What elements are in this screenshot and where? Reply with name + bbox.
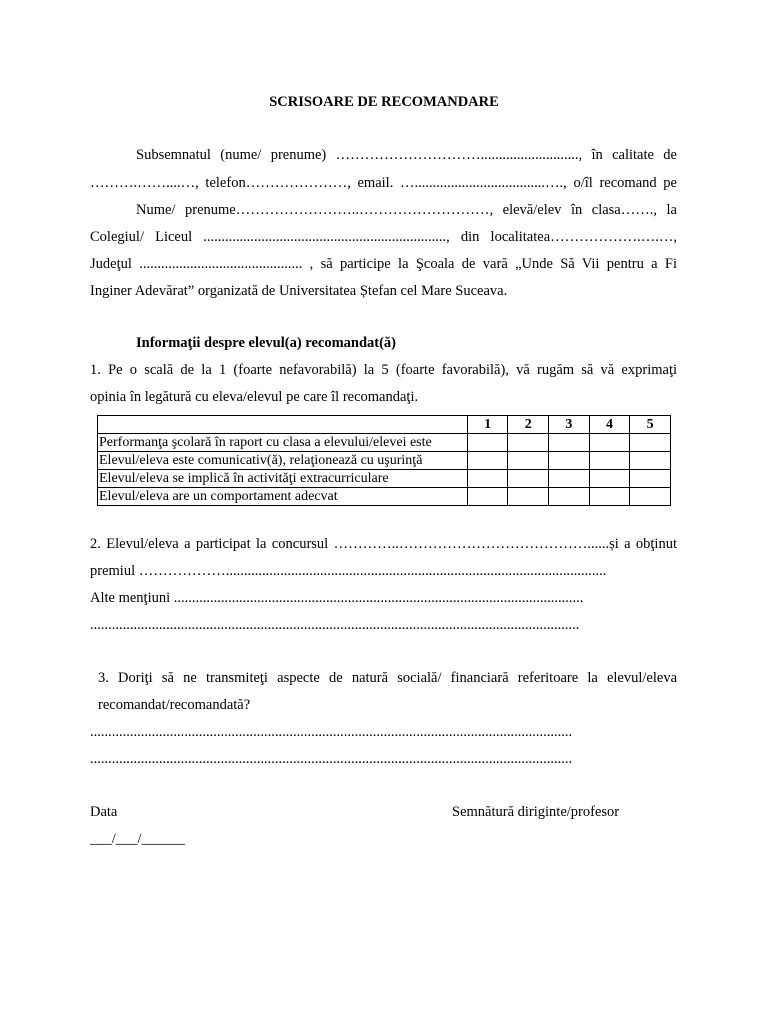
rating-cell[interactable] bbox=[549, 452, 590, 470]
rating-cell[interactable] bbox=[508, 488, 549, 506]
rating-cell[interactable] bbox=[630, 434, 671, 452]
criterion-label: Elevul/eleva se implică în activităţi extracurriculare bbox=[98, 470, 468, 488]
rating-cell[interactable] bbox=[630, 452, 671, 470]
signature-label: Semnătură diriginte/profesor bbox=[452, 804, 620, 820]
intro-line-1: Subsemnatul (nume/ prenume) …………………………..........................., în calitate de bbox=[136, 147, 677, 163]
rating-scale-3: 3 bbox=[549, 416, 590, 434]
question-1-line-2: opinia în legătură cu eleva/elevul pe care îl recomandaţi. bbox=[90, 389, 419, 405]
rating-cell[interactable] bbox=[549, 434, 590, 452]
rating-cell[interactable] bbox=[589, 452, 630, 470]
rating-cell[interactable] bbox=[630, 470, 671, 488]
rating-cell[interactable] bbox=[549, 488, 590, 506]
date-label: Data bbox=[90, 804, 118, 820]
rating-cell[interactable] bbox=[589, 470, 630, 488]
intro-line-4: Colegiul/ Liceul ..................................................................., din localitatea……………….….…, bbox=[90, 229, 677, 245]
rating-cell[interactable] bbox=[630, 488, 671, 506]
rating-cell[interactable] bbox=[467, 470, 508, 488]
rating-cell[interactable] bbox=[467, 434, 508, 452]
rating-table bbox=[97, 415, 671, 506]
question-3-answer-line-1[interactable]: ..................................................................................................................................... bbox=[90, 724, 573, 740]
rating-cell[interactable] bbox=[467, 452, 508, 470]
rating-scale-5: 5 bbox=[630, 416, 671, 434]
rating-cell[interactable] bbox=[589, 434, 630, 452]
rating-row bbox=[98, 488, 671, 506]
intro-line-5: Judeţul ............................................. , să participe la Şcoala de vară „Unde Să Vii pentru a Fi bbox=[90, 256, 677, 272]
rating-header-blank bbox=[98, 416, 468, 434]
rating-cell[interactable] bbox=[589, 488, 630, 506]
intro-line-6: Inginer Adevărat” organizată de Universitatea Ștefan cel Mare Suceava. bbox=[90, 283, 508, 299]
rating-cell[interactable] bbox=[467, 488, 508, 506]
intro-line-2: ……….……....…, telefon…………………, email. …....................................…., o/îl recomand pe bbox=[90, 175, 677, 191]
section-heading: Informaţii despre elevul(a) recomandat(ă) bbox=[136, 335, 397, 351]
question-3-line-1: 3. Doriţi să ne transmiteţi aspecte de natură socială/ financiară referitoare la elevul/eleva bbox=[98, 670, 677, 686]
criterion-label: Elevul/eleva are un comportament adecvat bbox=[98, 488, 468, 506]
rating-scale-1: 1 bbox=[467, 416, 508, 434]
rating-cell[interactable] bbox=[508, 434, 549, 452]
document-title: SCRISOARE DE RECOMANDARE bbox=[269, 94, 499, 110]
rating-header-row bbox=[98, 416, 671, 434]
question-3-line-2: recomandat/recomandată? bbox=[98, 697, 251, 713]
question-2-mentions-line[interactable]: Alte menţiuni ................................................................................................................. bbox=[90, 590, 584, 606]
rating-row bbox=[98, 434, 671, 452]
date-blank[interactable]: ___/___/______ bbox=[90, 831, 186, 847]
rating-cell[interactable] bbox=[508, 452, 549, 470]
criterion-label: Elevul/eleva este comunicativ(ă), relaţionează cu uşurinţă bbox=[98, 452, 468, 470]
question-1-line-1: 1. Pe o scală de la 1 (foarte nefavorabilă) la 5 (foarte favorabilă), vă rugăm să vă exprimaţi bbox=[90, 362, 677, 378]
question-3-answer-line-2[interactable]: ..................................................................................................................................... bbox=[90, 751, 573, 767]
intro-line-3: Nume/ prenume……………………..………………………, elevă/elev în clasa……., la bbox=[136, 202, 677, 218]
question-2-line-1: 2. Elevul/eleva a participat la concursul …………..…………………………………......și a obţinut bbox=[90, 536, 677, 552]
question-2-blank-line[interactable]: ....................................................................................................................................... bbox=[90, 617, 580, 633]
rating-scale-4: 4 bbox=[589, 416, 630, 434]
rating-cell[interactable] bbox=[549, 470, 590, 488]
criterion-label: Performanţa şcolară în raport cu clasa a elevului/elevei este bbox=[98, 434, 468, 452]
rating-row bbox=[98, 452, 671, 470]
rating-scale-2: 2 bbox=[508, 416, 549, 434]
rating-cell[interactable] bbox=[508, 470, 549, 488]
rating-row bbox=[98, 470, 671, 488]
question-2-prize-line[interactable]: premiul ………………......................................................................................................... bbox=[90, 563, 607, 579]
